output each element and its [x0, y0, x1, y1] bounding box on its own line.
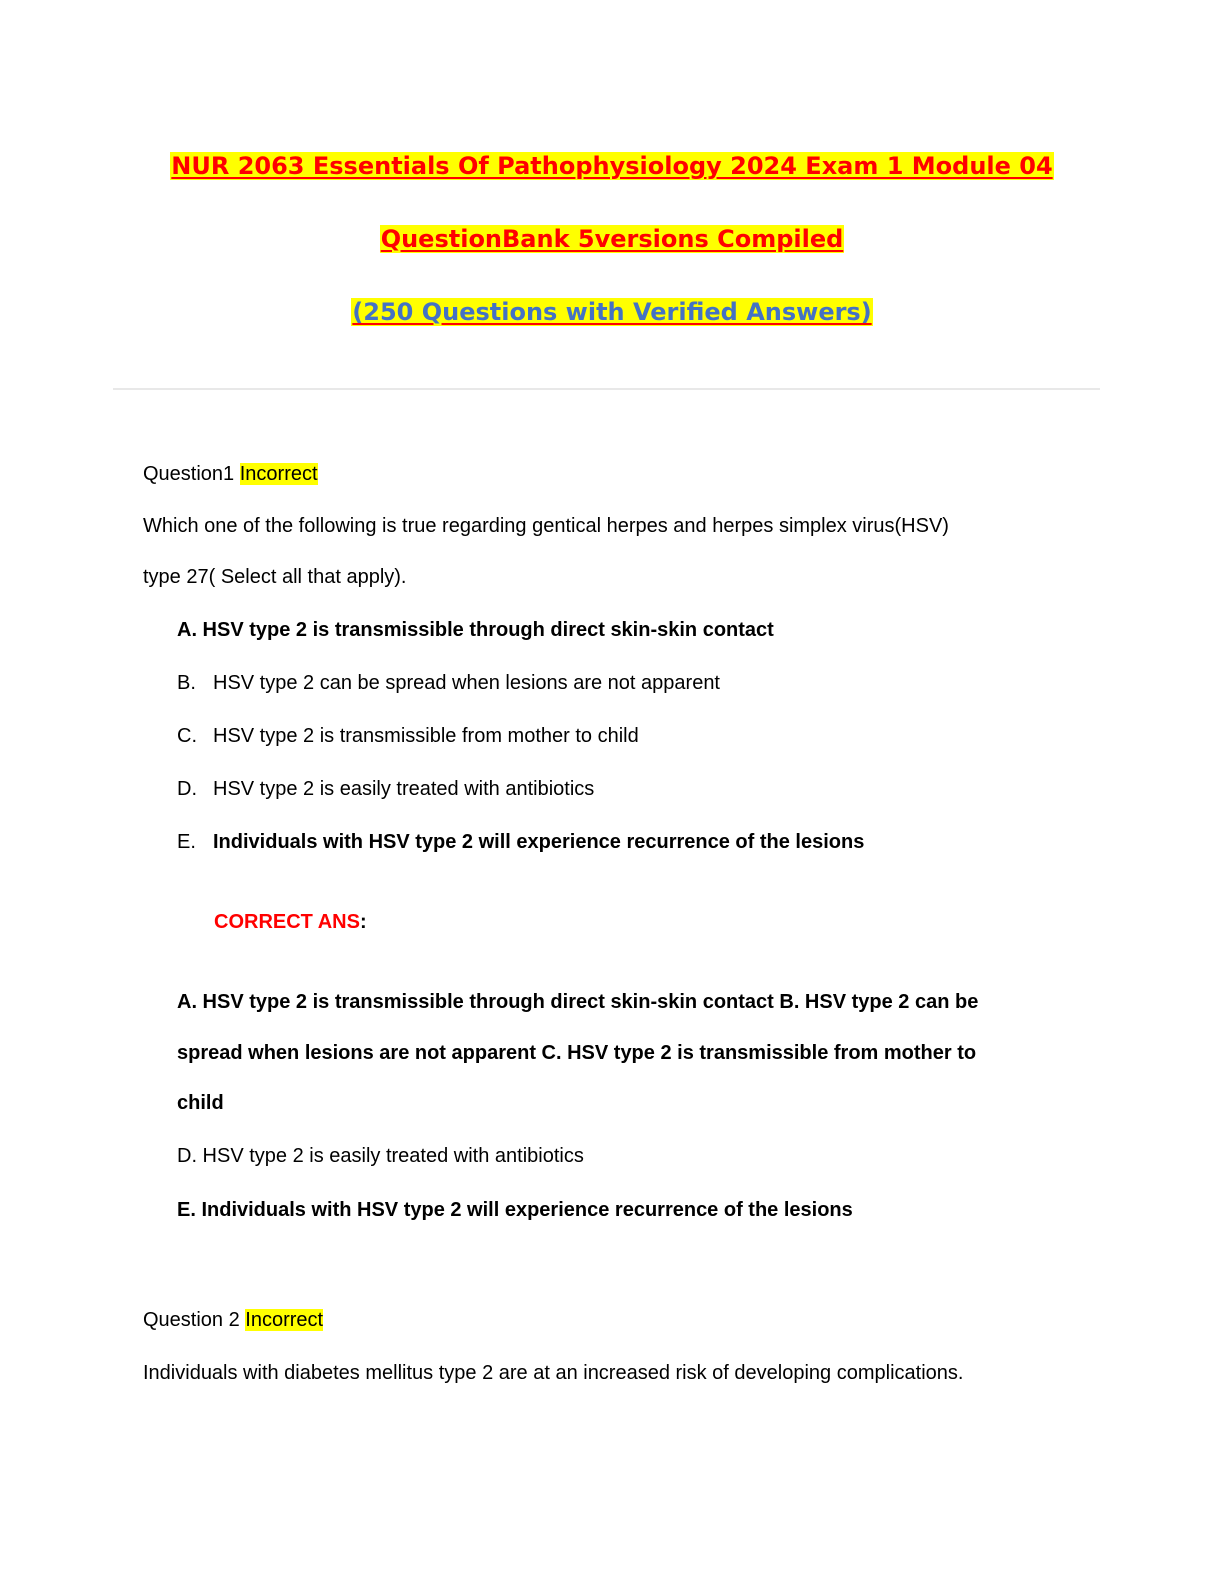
- correct-answer-label: CORRECT ANS: [214, 911, 360, 933]
- option-c-letter: C.: [177, 725, 197, 747]
- option-c-text: HSV type 2 is transmissible from mother to child: [213, 725, 639, 747]
- document-title-line-2: [0, 223, 1224, 255]
- option-e-text: Individuals with HSV type 2 will experience recurrence of the lesions: [213, 831, 865, 853]
- question-1-option-a: A. HSV type 2 is transmissible through direct skin-skin contact: [177, 619, 774, 641]
- answer-line-d: D. HSV type 2 is easily treated with antibiotics: [177, 1145, 584, 1167]
- answer-line-e: E. Individuals with HSV type 2 will experience recurrence of the lesions: [177, 1199, 853, 1221]
- question-1-option-d: [177, 776, 594, 802]
- answer-line-2: spread when lesions are not apparent C. HSV type 2 is transmissible from mother to: [177, 1042, 977, 1064]
- answer-line-3: child: [177, 1092, 224, 1114]
- question-1-status: Incorrect: [239, 463, 318, 485]
- title-text-2: QuestionBank 5versions Compiled: [380, 225, 844, 253]
- question-1-heading: [143, 461, 318, 487]
- document-title-line-1: [0, 150, 1224, 182]
- question-2-heading: [143, 1307, 323, 1333]
- option-b-letter: B.: [177, 672, 196, 694]
- option-b-text: HSV type 2 can be spread when lesions are not apparent: [213, 672, 720, 694]
- question-2-label: Question 2: [143, 1309, 240, 1331]
- title-text-3: (250 Questions with Verified Answers): [352, 298, 872, 326]
- question-2-status: Incorrect: [245, 1309, 324, 1331]
- option-d-text: HSV type 2 is easily treated with antibiotics: [213, 778, 595, 800]
- question-1-option-e: [177, 829, 864, 855]
- question-1-text-line-1: Which one of the following is true regarding gentical herpes and herpes simplex virus(HSV): [143, 515, 949, 537]
- question-1-text-line-2: type 27( Select all that apply).: [143, 566, 407, 588]
- question-1-option-b: [177, 670, 720, 696]
- correct-answer-heading: [214, 909, 367, 935]
- option-e-letter: E.: [177, 831, 196, 853]
- horizontal-divider: [113, 388, 1100, 390]
- question-2-text-line-1: Individuals with diabetes mellitus type 2 are at an increased risk of developing complications.: [143, 1362, 964, 1384]
- question-1-option-c: [177, 723, 639, 749]
- question-1-label: Question1: [143, 463, 235, 485]
- answer-line-1: A. HSV type 2 is transmissible through direct skin-skin contact B. HSV type 2 can be: [177, 991, 979, 1013]
- option-d-letter: D.: [177, 778, 197, 800]
- correct-answer-colon: :: [359, 911, 367, 933]
- document-title-line-3: [0, 296, 1224, 328]
- title-text-1: NUR 2063 Essentials Of Pathophysiology 2024 Exam 1 Module 04: [171, 152, 1053, 180]
